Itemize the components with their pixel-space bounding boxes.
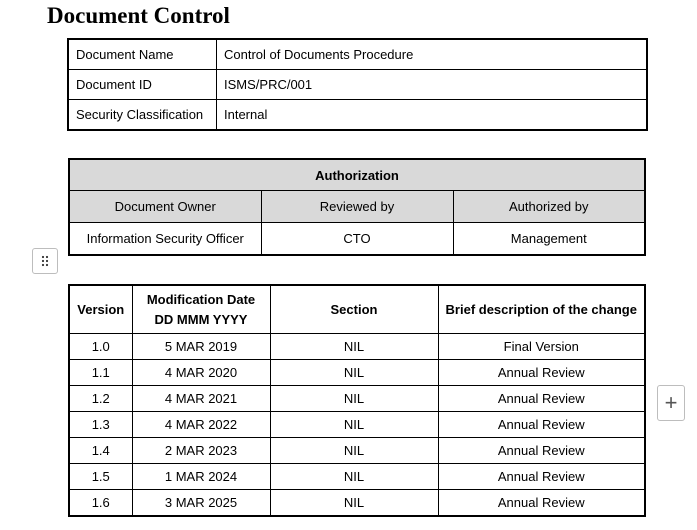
- table-row: [69, 191, 645, 223]
- authorization-header: Authorization: [69, 159, 645, 191]
- cell-section[interactable]: NIL: [270, 386, 438, 412]
- cell-date[interactable]: 4 MAR 2022: [132, 412, 270, 438]
- cell-description[interactable]: Annual Review: [438, 490, 645, 517]
- cell-date[interactable]: 1 MAR 2024: [132, 464, 270, 490]
- table-row: [68, 39, 647, 70]
- cell-description[interactable]: Annual Review: [438, 438, 645, 464]
- date-header-line2: DD MMM YYYY: [154, 311, 248, 327]
- date-header-line1: Modification Date: [146, 291, 256, 307]
- cell-description[interactable]: Annual Review: [438, 412, 645, 438]
- cell-date[interactable]: 2 MAR 2023: [132, 438, 270, 464]
- info-value[interactable]: Internal: [217, 100, 648, 131]
- cell-section[interactable]: NIL: [270, 490, 438, 517]
- table-row: [69, 412, 645, 438]
- cell-version[interactable]: 1.3: [69, 412, 132, 438]
- cell-section[interactable]: NIL: [270, 412, 438, 438]
- cell-date[interactable]: 5 MAR 2019: [132, 334, 270, 360]
- cell-version[interactable]: 1.5: [69, 464, 132, 490]
- column-header-version: Version: [69, 285, 132, 334]
- table-row: [69, 223, 645, 256]
- document-info-table: [67, 38, 648, 131]
- authorization-column-authorizer: Authorized by: [453, 191, 645, 223]
- cell-version[interactable]: 1.1: [69, 360, 132, 386]
- cell-description[interactable]: Annual Review: [438, 386, 645, 412]
- authorization-column-owner: Document Owner: [69, 191, 261, 223]
- plus-icon: +: [664, 390, 678, 415]
- info-label: Document ID: [68, 70, 217, 100]
- table-row: [69, 464, 645, 490]
- drag-handle-icon: [40, 255, 50, 267]
- table-row: [69, 159, 645, 191]
- cell-version[interactable]: 1.2: [69, 386, 132, 412]
- cell-description[interactable]: Final Version: [438, 334, 645, 360]
- add-row-button[interactable]: [657, 385, 685, 421]
- authorization-table: [68, 158, 646, 256]
- column-header-section: Section: [270, 285, 438, 334]
- table-row: [68, 70, 647, 100]
- table-row: [69, 490, 645, 517]
- cell-date[interactable]: 3 MAR 2025: [132, 490, 270, 517]
- table-row: [69, 386, 645, 412]
- cell-version[interactable]: 1.6: [69, 490, 132, 517]
- column-header-modification-date: [132, 285, 270, 334]
- cell-date[interactable]: 4 MAR 2020: [132, 360, 270, 386]
- table-row: [69, 360, 645, 386]
- document-title: Document Control: [47, 3, 230, 28]
- column-header-description: Brief description of the change: [438, 285, 645, 334]
- authorization-column-reviewer: Reviewed by: [261, 191, 453, 223]
- cell-section[interactable]: NIL: [270, 360, 438, 386]
- cell-version[interactable]: 1.4: [69, 438, 132, 464]
- info-value[interactable]: ISMS/PRC/001: [217, 70, 648, 100]
- info-label: Document Name: [68, 39, 217, 70]
- cell-description[interactable]: Annual Review: [438, 360, 645, 386]
- authorization-owner-value[interactable]: Information Security Officer: [69, 223, 261, 256]
- table-move-handle[interactable]: [32, 248, 58, 274]
- cell-date[interactable]: 4 MAR 2021: [132, 386, 270, 412]
- table-row: [69, 334, 645, 360]
- table-row: [69, 438, 645, 464]
- table-row: [69, 285, 645, 334]
- cell-section[interactable]: NIL: [270, 334, 438, 360]
- cell-version[interactable]: 1.0: [69, 334, 132, 360]
- authorization-reviewer-value[interactable]: CTO: [261, 223, 453, 256]
- cell-section[interactable]: NIL: [270, 438, 438, 464]
- info-value[interactable]: Control of Documents Procedure: [217, 39, 648, 70]
- cell-description[interactable]: Annual Review: [438, 464, 645, 490]
- authorization-authorizer-value[interactable]: Management: [453, 223, 645, 256]
- info-label: Security Classification: [68, 100, 217, 131]
- cell-section[interactable]: NIL: [270, 464, 438, 490]
- revision-history-table: [68, 284, 646, 517]
- table-row: [68, 100, 647, 131]
